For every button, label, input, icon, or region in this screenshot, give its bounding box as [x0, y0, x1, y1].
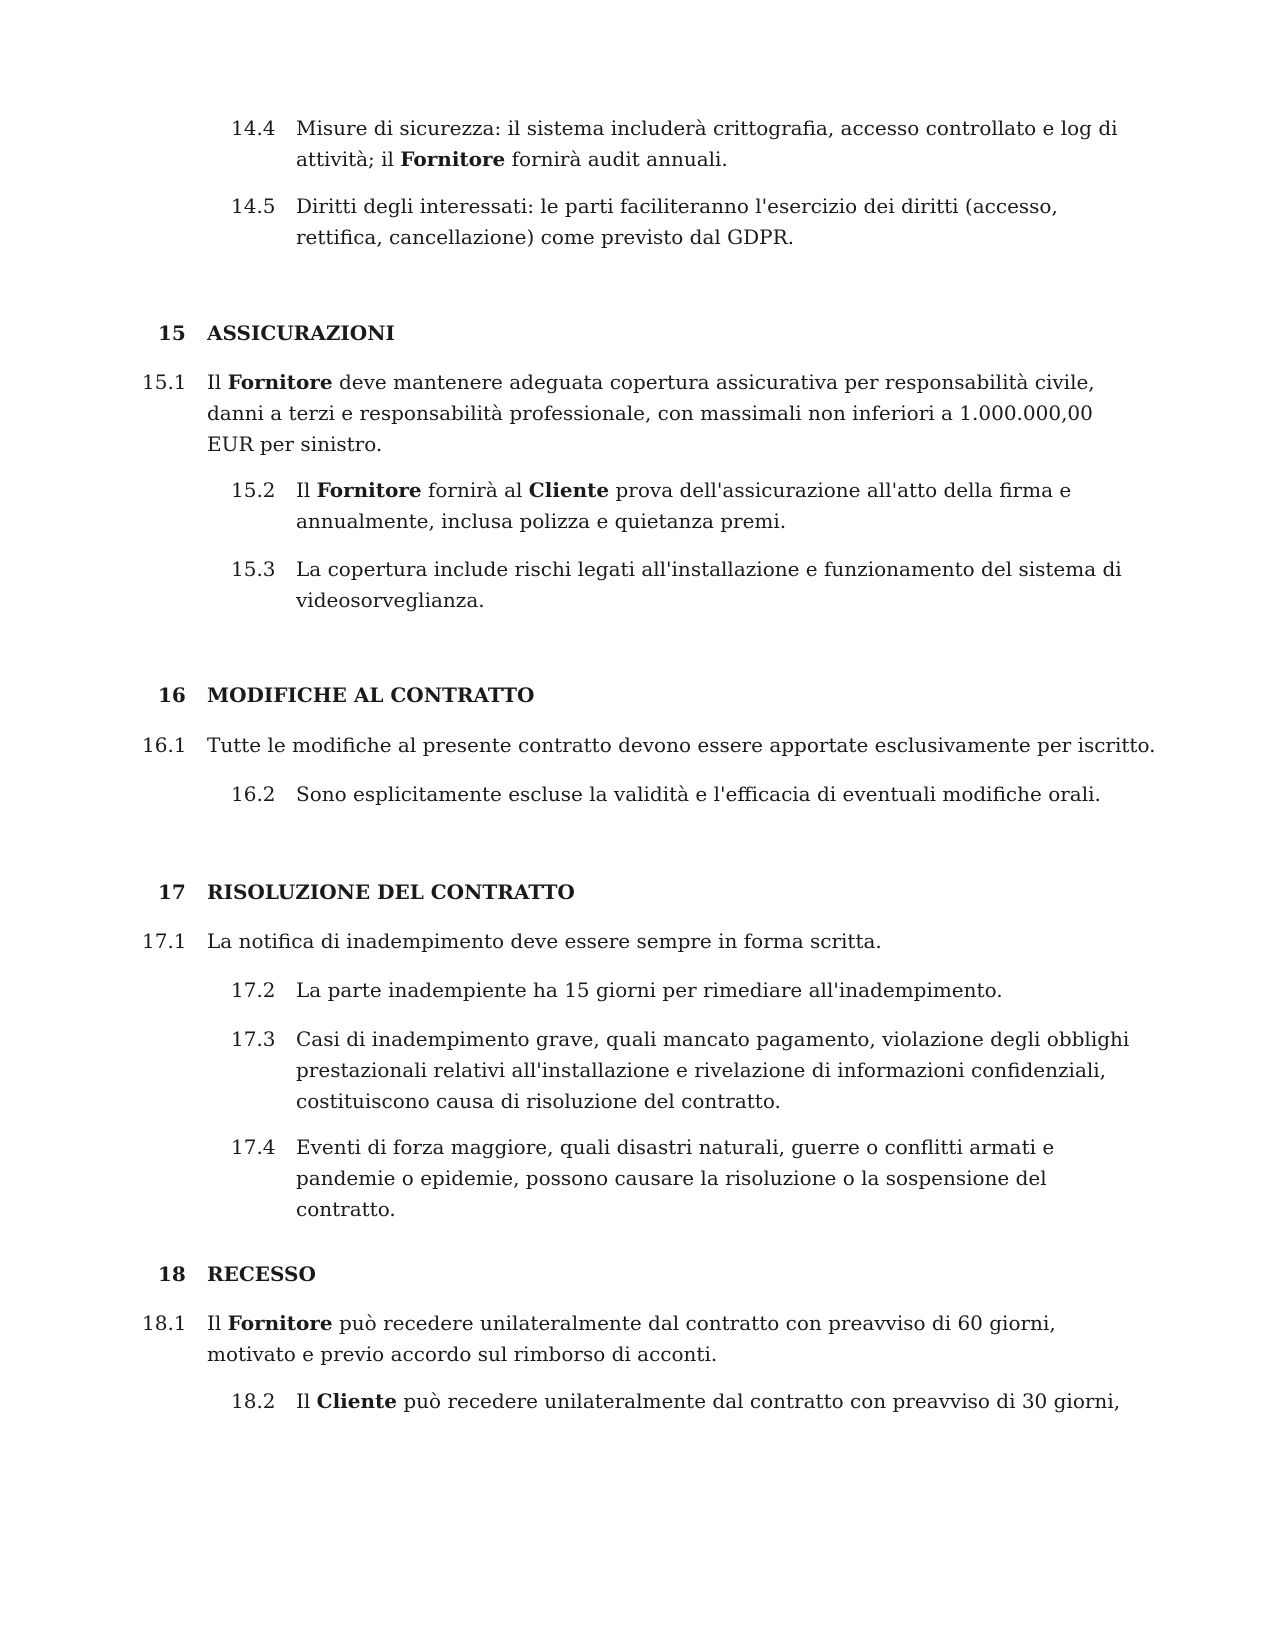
- section-number: 17: [158, 880, 186, 904]
- section-title: MODIFICHE AL CONTRATTO: [207, 683, 535, 707]
- clause-number: 16.2: [231, 782, 276, 806]
- clause-text: Misure di sicurezza: il sistema includerà crittografia, accesso controllato e log di attività; il Fornitore fornirà audit annuali.: [296, 116, 1118, 171]
- clause-number: 14.5: [231, 194, 276, 218]
- clause-number: 17.3: [231, 1027, 276, 1051]
- party-name: Fornitore: [400, 147, 506, 171]
- clause-text: Casi di inadempimento grave, quali mancato pagamento, violazione degli obblighi prestazionali relativi all'installazione e rivelazione di informazioni confidenziali, costituiscono causa di risoluzione del contratto.: [296, 1027, 1130, 1113]
- clause-number: 14.4: [231, 116, 276, 140]
- clause-text: Tutte le modifiche al presente contratto devono essere apportate esclusivamente per iscritto.: [207, 733, 1156, 757]
- clause-text: Diritti degli interessati: le parti faciliteranno l'esercizio dei diritti (accesso, rettifica, cancellazione) come previsto dal GDPR.: [296, 194, 1058, 249]
- clause-text: La notifica di inadempimento deve essere sempre in forma scritta.: [207, 929, 882, 953]
- section-title: RISOLUZIONE DEL CONTRATTO: [207, 880, 575, 904]
- clause-text: Il Fornitore deve mantenere adeguata copertura assicurativa per responsabilità civile, danni a terzi e responsabilità professionale, con massimali non inferiori a 1.000.000,00 EUR per sinistro.: [207, 370, 1095, 456]
- clause-text: Eventi di forza maggiore, quali disastri naturali, guerre o conflitti armati e pandemie o epidemie, possono causare la risoluzione o la sospensione del contratto.: [296, 1135, 1055, 1221]
- clause-number: 16.1: [142, 733, 187, 757]
- clause-text: Il Fornitore fornirà al Cliente prova dell'assicurazione all'atto della firma e annualmente, inclusa polizza e quietanza premi.: [296, 478, 1072, 533]
- section-title: ASSICURAZIONI: [207, 321, 395, 345]
- clause-number: 18.2: [231, 1389, 276, 1413]
- clause-number: 17.2: [231, 978, 276, 1002]
- clause-number: 15.3: [231, 557, 276, 581]
- party-name: Fornitore: [316, 478, 422, 502]
- section-number: 16: [158, 683, 186, 707]
- clause-number: 15.1: [142, 370, 187, 394]
- party-name: Fornitore: [227, 370, 333, 394]
- section-number: 18: [158, 1262, 186, 1286]
- section-title: RECESSO: [207, 1262, 316, 1286]
- clause-text: La parte inadempiente ha 15 giorni per rimediare all'inadempimento.: [296, 978, 1003, 1002]
- party-name: Cliente: [528, 478, 610, 502]
- clause-number: 17.4: [231, 1135, 276, 1159]
- party-name: Fornitore: [227, 1311, 333, 1335]
- party-name: Cliente: [316, 1389, 397, 1413]
- clause-text: Il Fornitore può recedere unilateralmente dal contratto con preavviso di 60 giorni, motivato e previo accordo sul rimborso di acconti.: [207, 1311, 1056, 1366]
- clause-number: 17.1: [142, 929, 187, 953]
- clause-number: 15.2: [231, 478, 276, 502]
- section-number: 15: [158, 321, 186, 345]
- clause-number: 18.1: [142, 1311, 187, 1335]
- clause-text: Sono esplicitamente escluse la validità e l'efficacia di eventuali modifiche orali.: [296, 782, 1101, 806]
- clause-text: Il Cliente può recedere unilateralmente dal contratto con preavviso di 30 giorni,: [296, 1389, 1121, 1413]
- clause-text: La copertura include rischi legati all'installazione e funzionamento del sistema di videosorveglianza.: [296, 557, 1122, 612]
